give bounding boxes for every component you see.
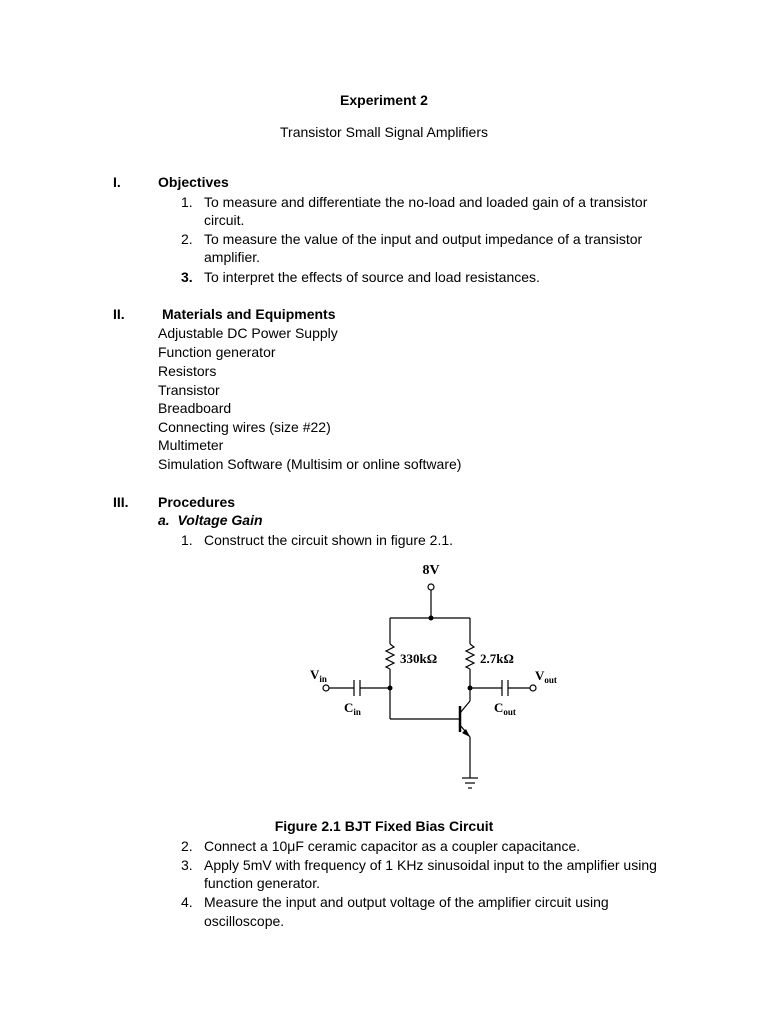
step-2-line-1: Connect a 10μF ceramic capacitor as a coupler capacitance. <box>204 838 581 854</box>
material-item: Function generator <box>158 344 276 360</box>
cin-label: $C_{in}$ <box>344 700 361 717</box>
section-numeral-materials: II. <box>113 306 125 322</box>
material-item: Simulation Software (Multisim or online software) <box>158 456 462 472</box>
section-numeral-objectives: I. <box>113 174 121 190</box>
emitter-arrow <box>462 729 470 737</box>
objective-2-line-2: amplifier. <box>204 249 261 265</box>
step-2-number: 2. <box>181 838 193 854</box>
step-4-line-2: oscilloscope. <box>204 913 285 929</box>
objective-1-number: 1. <box>181 194 193 210</box>
material-item: Resistors <box>158 363 217 379</box>
supply-label: 8V <box>422 563 440 578</box>
vout-label: $V_{out}$ <box>535 668 557 685</box>
objective-1-line-1: To measure and differentiate the no-load and loaded gain of a transistor <box>204 194 648 210</box>
rc-label: 2.7kΩ <box>480 651 514 666</box>
step-3-number: 3. <box>181 857 193 873</box>
junction-dot-collector <box>468 686 473 691</box>
transistor-collector <box>460 701 470 713</box>
vin-label: $V_{in}$ <box>310 667 327 684</box>
subheading-voltage-gain: a. Voltage Gain <box>158 512 263 528</box>
circuit-diagram <box>300 556 570 806</box>
document-subtitle: Transistor Small Signal Amplifiers <box>280 124 488 140</box>
step-3-line-1: Apply 5mV with frequency of 1 KHz sinusoidal input to the amplifier using <box>204 857 657 873</box>
objective-3-line-1: To interpret the effects of source and load resistances. <box>204 269 540 285</box>
step-4-line-1: Measure the input and output voltage of the amplifier circuit using <box>204 894 609 910</box>
rc-resistor <box>466 644 474 669</box>
section-heading-objectives: Objectives <box>158 174 229 190</box>
objective-2-line-1: To measure the value of the input and output impedance of a transistor <box>204 231 643 247</box>
objective-2-number: 2. <box>181 231 193 247</box>
section-numeral-procedures: III. <box>113 494 129 510</box>
rb-label: 330kΩ <box>400 651 438 666</box>
document-title: Experiment 2 <box>340 92 428 108</box>
objective-3-number: 3. <box>181 269 193 285</box>
junction-dot-base <box>388 686 393 691</box>
step-1-text: Construct the circuit shown in figure 2.1. <box>204 532 454 548</box>
step-3-line-2: function generator. <box>204 875 320 891</box>
cout-label: $C_{out}$ <box>494 700 516 717</box>
vout-terminal <box>530 685 536 691</box>
rb-resistor <box>386 644 394 669</box>
material-item: Adjustable DC Power Supply <box>158 325 338 341</box>
step-1-number: 1. <box>181 532 193 548</box>
material-item: Transistor <box>158 382 220 398</box>
material-item: Connecting wires (size #22) <box>158 419 331 435</box>
supply-terminal <box>428 584 434 590</box>
material-item: Multimeter <box>158 437 224 453</box>
step-4-number: 4. <box>181 894 193 910</box>
material-item: Breadboard <box>158 400 232 416</box>
junction-dot-top <box>429 616 434 621</box>
section-heading-procedures: Procedures <box>158 494 236 510</box>
vin-terminal <box>323 685 329 691</box>
figure-caption: Figure 2.1 BJT Fixed Bias Circuit <box>274 818 494 834</box>
section-heading-materials: Materials and Equipments <box>162 306 336 322</box>
objective-1-line-2: circuit. <box>204 212 245 228</box>
